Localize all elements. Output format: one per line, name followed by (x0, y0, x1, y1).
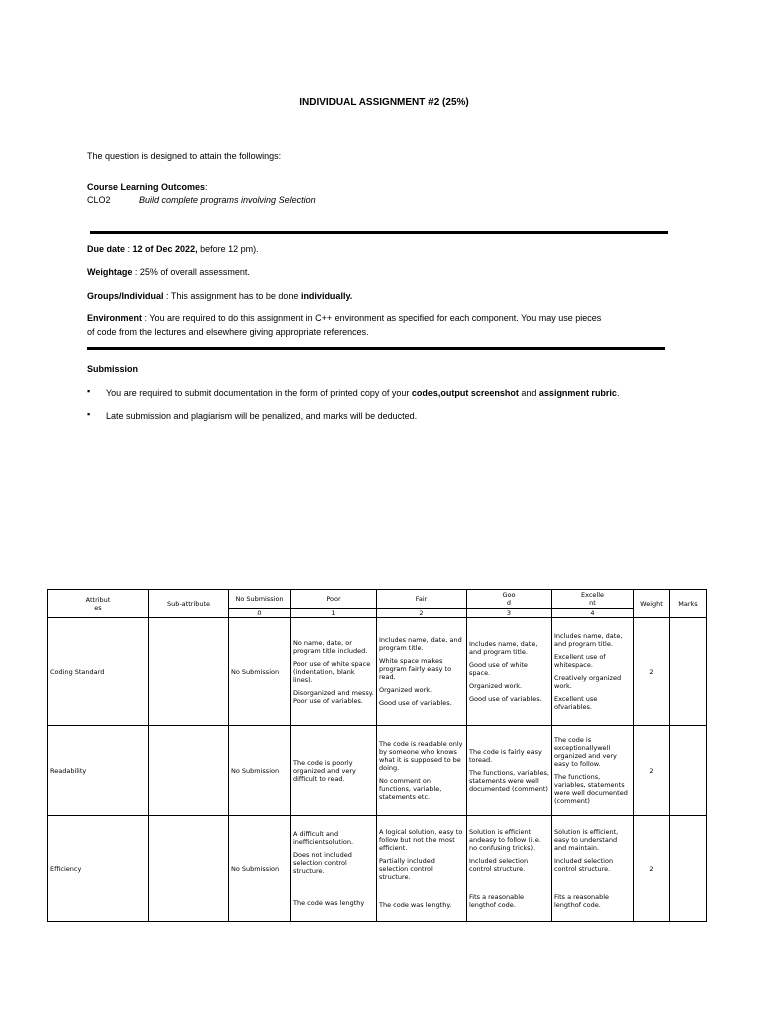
criterion-text: Solution is efficient, easy to understand and maintain. (554, 828, 619, 852)
criterion-text: White space makes program fairly easy to read. (379, 657, 452, 681)
rubric-header-row (48, 590, 707, 609)
row-weight: 2 (634, 726, 670, 816)
header-poor: Poor (291, 590, 377, 609)
criterion-text: Good use of variables. (379, 699, 452, 707)
submission-bullet-2: Late submission and plagiarism will be penalized, and marks will be deducted. (106, 411, 418, 421)
due-rest: before 12 pm). (197, 244, 259, 254)
criterion-text: Poor use of white space (indentation, blank lines). (293, 659, 371, 684)
criterion-text: The code was lengthy (293, 899, 365, 907)
clo-heading: Course Learning Outcomes: (87, 182, 208, 192)
row-excellent (552, 618, 634, 726)
bullet1-screenshot: output screenshot (440, 388, 519, 398)
criterion-text: Includes name, date, and program title. (554, 632, 623, 648)
bullet1-codes: codes (411, 388, 438, 398)
bullet1-and: and (518, 388, 539, 398)
header-no-submission: No Submission (229, 590, 291, 609)
row-weight: 2 (634, 618, 670, 726)
row-excellent (552, 816, 634, 922)
row-no-submission: No Submission (229, 618, 291, 726)
groups-individual (87, 290, 352, 303)
environment-line2: of code from the lectures and elsewhere giving appropriate references. (87, 327, 369, 337)
criterion-text: The code is readable only by someone who knows what it is supposed to be doing. (379, 740, 463, 772)
criterion-text: The code was lengthy. (379, 901, 452, 909)
row-fair (377, 816, 467, 922)
header-excellent: Excelle nt (552, 590, 634, 609)
criterion-text: No name, date, or program title included. (293, 638, 368, 655)
bullet1-pre: You are required to submit documentation in the form of printed copy of your (106, 388, 412, 398)
row-marks[interactable] (670, 816, 707, 922)
criterion-text: No comment on functions, variable, statements etc. (379, 777, 442, 801)
row-fair (377, 618, 467, 726)
header-attribute: Attribut es (48, 590, 149, 618)
row-attribute: Coding Standard (48, 618, 149, 726)
criterion-text: A logical solution, easy to follow but not the most efficient. (379, 828, 463, 852)
criterion-text: The code is fairly easy toread. (469, 748, 542, 764)
intro-text: The question is designed to attain the followings: (87, 151, 282, 161)
due-date-value: 12 of Dec 2022, (132, 244, 198, 254)
row-excellent (552, 726, 634, 816)
row-subattribute (149, 618, 229, 726)
bullet1-end: . (616, 388, 620, 398)
row-no-submission: No Submission (229, 816, 291, 922)
row-poor (291, 618, 377, 726)
environment-line1: : You are required to do this assignment in C++ environment as specified for each component. You may use pieces (142, 313, 602, 323)
weightage-label: Weightage (87, 267, 133, 277)
criterion-text: Excellent use ofvariables. (554, 695, 598, 711)
criterion-text: Includes name, date, and program title. (379, 636, 462, 652)
row-attribute: Readability (48, 726, 149, 816)
rubric-row-efficiency (48, 816, 707, 922)
row-attribute: Efficiency (48, 816, 149, 922)
clo-code: CLO2 (87, 195, 111, 205)
rubric-row-coding-standard (48, 618, 707, 726)
weightage: Weightage : 25% of overall assessment. (87, 267, 250, 277)
header-marks: Marks (670, 590, 707, 618)
criterion-text: Partially included selection control structure. (379, 857, 435, 881)
criterion-text: The functions, variables, statements were well documented (comment) (554, 773, 628, 805)
header-subattribute: Sub-attribute (149, 590, 229, 618)
header-good: Goo d (467, 590, 552, 609)
environment (87, 312, 687, 325)
criterion-text: Fits a reasonable lengthof code. (554, 893, 610, 909)
groups-text: : This assignment has to be done (163, 291, 301, 301)
row-good (467, 618, 552, 726)
row-poor (291, 726, 377, 816)
score-none: 0 (229, 609, 291, 618)
header-fair: Fair (377, 590, 467, 609)
rubric-row-readability (48, 726, 707, 816)
criterion-text: Excellent use of whitespace. (554, 653, 606, 669)
row-subattribute (149, 726, 229, 816)
criterion-text: The functions, variables, statements were well documented (comment) (469, 769, 549, 793)
criterion-text: Organized work. (469, 682, 523, 690)
row-marks[interactable] (670, 618, 707, 726)
bullet-icon: ▪ (87, 386, 91, 396)
criterion-text: Organized work. (379, 686, 433, 694)
score-good: 3 (467, 609, 552, 618)
groups-emph: individually. (300, 291, 353, 301)
row-good (467, 816, 552, 922)
criterion-text: Included selection control structure. (554, 857, 614, 873)
criterion-text: Good use of variables. (469, 695, 542, 703)
row-fair (377, 726, 467, 816)
criterion-text: Includes name, date, and program title. (469, 640, 538, 656)
submission-bullet-1 (106, 387, 619, 400)
criterion-text: A difficult and inefficientsolution. (293, 830, 354, 846)
due-date: Due date : 12 of Dec 2022, before 12 pm). (87, 244, 259, 254)
row-weight: 2 (634, 816, 670, 922)
criterion-text: The code is poorly organized and very difficult to read. (293, 758, 356, 783)
bullet1-rubric: assignment rubric (538, 388, 617, 398)
criterion-text: Creatively organized work. (554, 674, 622, 690)
criterion-text: Fits a reasonable lengthof code. (469, 893, 525, 909)
criterion-text: Included selection control structure. (469, 857, 529, 873)
bullet-icon: ▪ (87, 409, 91, 419)
header-weight: Weight (634, 590, 670, 618)
row-marks[interactable] (670, 726, 707, 816)
criterion-text: Good use of white space. (469, 661, 528, 677)
bullet1-comma: , (437, 388, 441, 398)
page-title: INDIVIDUAL ASSIGNMENT #2 (25%) (299, 97, 469, 108)
row-good (467, 726, 552, 816)
environment-label: Environment (87, 313, 143, 323)
row-subattribute (149, 816, 229, 922)
clo-heading-label: Course Learning Outcomes (87, 182, 206, 192)
rubric-table (47, 589, 707, 922)
weightage-rest: of overall assessment. (157, 267, 250, 277)
score-fair: 2 (377, 609, 467, 618)
criterion-text: Does not included selection control structure. (293, 851, 352, 875)
criterion-text: Solution is efficient andeasy to follow (i.e. no confusing tricks). (469, 828, 541, 852)
divider-top (90, 231, 668, 234)
groups-label: Groups/Individual (87, 291, 164, 301)
row-no-submission: No Submission (229, 726, 291, 816)
criterion-text: The code is exceptionallywell organized and very easy to follow. (554, 736, 617, 768)
divider-bottom (87, 347, 665, 350)
weightage-value: 25% (139, 267, 158, 277)
criterion-text: Disorganized and messy. Poor use of variables. (293, 688, 374, 705)
due-label: Due date (87, 244, 126, 254)
score-poor: 1 (291, 609, 377, 618)
score-excellent: 4 (552, 609, 634, 618)
row-poor (291, 816, 377, 922)
submission-heading: Submission (87, 364, 139, 374)
clo-text: Build complete programs involving Selection (139, 195, 316, 205)
